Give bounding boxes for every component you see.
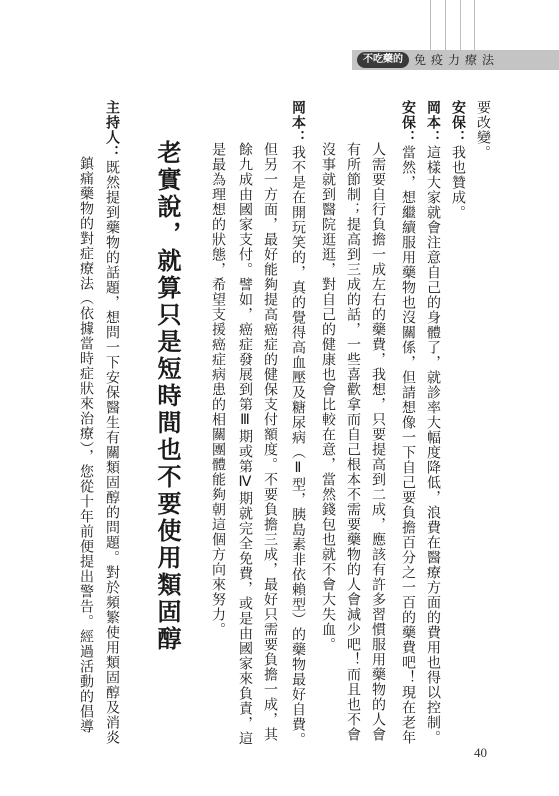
text-column: 人需要自行負擔一成左右的藥費，我想，只要提高到二成，應該有許多習慣服用藥物的人會 (370, 142, 386, 742)
page-number: 40 (474, 745, 487, 760)
book-title: 免疫力療法 (414, 53, 500, 67)
book-title-badge: 不吃藥的 (357, 52, 409, 68)
text-column: 要改變。 (475, 100, 491, 160)
text-column: 但另一方面，最好能夠提高癌症的健保支付額度。不要負擔三成，最好只需要負擔一成，其 (262, 142, 278, 742)
text-column: 鎮痛藥物的對症療法（依據當時症狀來治療），您從十年前便提出警告。經過活動的倡導 (78, 156, 94, 734)
text-column: 有所節制；提高到三成的話，一些喜歡拿而自己根本不需要藥物的人會減少吧！而且也不會 (345, 142, 361, 742)
speaker-label: 安保： (450, 100, 466, 145)
speaker-label: 主持人： (104, 100, 120, 160)
text-column: 沒事就到醫院逛逛，對自己的健康也會比較在意，當然錢包也就不會大失血。 (320, 142, 336, 652)
speaker-label: 岡本： (290, 100, 306, 145)
speaker-label: 安保： (400, 100, 416, 145)
text-column: 安保：當然，想繼續服用藥物也沒關係，但請想像一下自己要負擔百分之一百的藥費吧！現在老年 (400, 100, 416, 745)
text-column: 是最為理想的狀態，希望支援癌症病患的相關團體能夠朝這個方向來努力。 (210, 142, 226, 637)
text-column: 餘九成由國家支付。譬如，癌症發展到第Ⅲ期或第Ⅳ期就完全免費，或是由國家來負責，這 (237, 142, 253, 746)
speaker-label: 岡本： (425, 100, 441, 145)
section-heading: 老實說，就算只是短時間也不要使用類固醇 (153, 140, 181, 653)
text-column: 安保：我也贊成。 (450, 100, 466, 220)
text-column: 岡本：這樣大家就會注意自己的身體了，就診率大幅度降低，浪費在醫療方面的費用也得以控制。 (425, 100, 441, 745)
text-column: 岡本：我不是在開玩笑的，真的覺得高血壓及糖尿病（Ⅱ型，胰島素非依賴型）的藥物最好自費。 (290, 100, 306, 747)
text-column: 主持人：既然提到藥物的話題，想問一下安保醫生有關類固醇的問題。對於頻繁使用類固醇及消炎 (104, 100, 120, 745)
running-header (352, 50, 559, 70)
